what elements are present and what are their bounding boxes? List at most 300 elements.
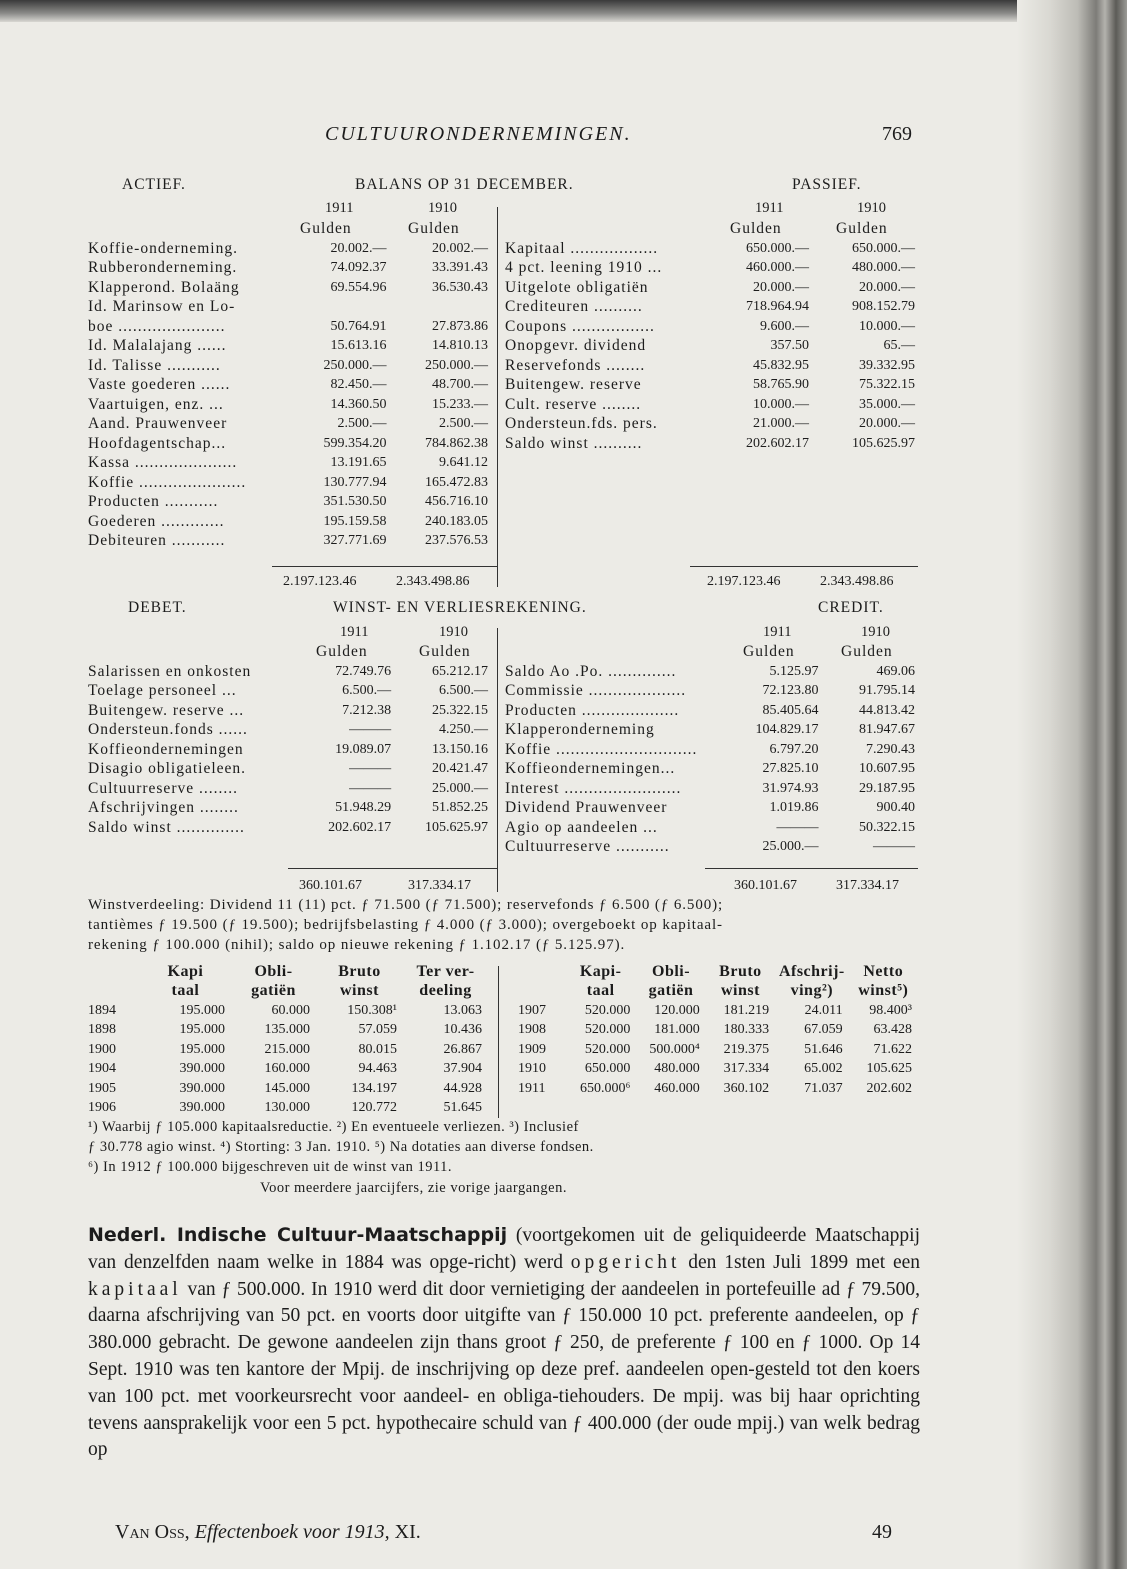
wv-year1-right: 1911 [763,624,792,640]
actief-value-1911: 599.354.20 [323,435,387,451]
passief-value-1910: 10.000.— [859,318,915,334]
debet-value-1910: 20.421.47 [432,761,488,777]
actief-row [88,259,488,279]
debet-label: Salarissen en onkosten [88,662,252,680]
years-right-cell: 181.000 [654,1022,700,1038]
credit-row [505,838,915,858]
wv-unit-r2: Gulden [841,643,893,660]
credit-value-1911: 104.829.17 [755,722,819,738]
passief-row [505,415,915,435]
actief-value-1911: 2.500.— [337,416,387,432]
years-right-cell: 180.333 [723,1022,770,1038]
credit-value-1910: 10.607.95 [859,761,915,777]
years-left-cell: 26.867 [443,1041,482,1057]
years-left-cell: 195.000 [179,1002,225,1018]
credit-value-1910: 469.06 [876,663,915,679]
passief-value-1911: 20.000.— [753,279,809,295]
passief-label: Reservefonds ........ [505,356,646,374]
balans-year1-left: 1911 [325,200,354,216]
passief-value-1910: 20.000.— [859,416,915,432]
years-right-cell: 219.375 [723,1041,770,1057]
years-left-cell: 195.000 [179,1041,225,1057]
years-left-cell: 1906 [88,1100,116,1116]
years-right-cell: 98.400³ [869,1002,912,1018]
passief-row [505,376,915,396]
passief-value-1910: 480.000.— [852,260,915,276]
passief-value-1911: 45.832.95 [753,357,809,373]
actief-value-1911: 20.002.— [330,240,387,256]
debet-value-1911: 72.749.76 [335,663,392,679]
years-left-cell: 37.904 [443,1061,482,1077]
actief-label: Id. Malalajang ...... [88,337,227,355]
balans-unit-r1: Gulden [730,220,782,237]
wv-unit-r1: Gulden [743,643,795,660]
years-left-header: deeling [419,982,472,1000]
prose-part-3: van ƒ 500.000. In 1910 werd dit door vernietiging der aandeelen in portefeuille ad ƒ 79.500, daarna afschrijving van 50 pct. en voorts door uitgifte van ƒ 150.000 10 pct. preferente aandeelen, op ƒ 380.000 gebracht. De gewone aandeelen zijn thans groot ƒ 250, de preferente ƒ 100 en ƒ 1000. Op 14 Sept. 1910 was ten kantore der Mpij. de inschrijving op deze pref. aandeelen open-gesteld tot den koers van 100 pct. met voorkeursrecht voor aandeel- en obliga-tiehouders. De mpij. was bij haar oprichting tevens aansprakelijk voor een 5 pct. hypothecaire schuld van ƒ 400.000 (der oude mpij.) van welk bedrag op [88,1278,920,1461]
years-left-cell: 134.197 [351,1080,397,1096]
wv-total-l1: 360.101.67 [299,878,362,893]
years-left-cell: 160.000 [264,1061,310,1077]
years-right-header: Afschrij- [778,962,845,980]
winstverdeeling-line-1: Winstverdeeling: Dividend 11 (11) pct. ƒ 71.500 (ƒ 71.500); reservefonds ƒ 6.500 (ƒ 6.500); [88,897,724,913]
debet-table [88,662,488,838]
debet-row [88,779,488,799]
actief-value-1910: 33.391.43 [432,260,488,276]
years-left-header: Kapi [167,962,204,980]
prose-opgericht: opgericht [570,1251,681,1273]
passief-label: Onopgevr. dividend [505,337,647,355]
years-right-row [518,1079,918,1099]
passief-value-1911: 9.600.— [760,318,809,334]
years-left-header: winst [340,982,379,1000]
debet-value-1910: 51.852.25 [432,800,488,816]
credit-value-1911: 25.000.— [762,839,819,855]
winstverdeeling-line-2: tantièmes ƒ 19.500 (ƒ 19.500); bedrijfsbelasting ƒ 4.000 (ƒ 3.000); overgeboekt op kapitaal- [88,917,723,933]
years-right-header: Bruto [719,962,762,980]
credit-table [505,662,915,857]
credit-value-1911: 6.797.20 [769,741,819,757]
credit-value-1911: 5.125.97 [769,663,819,679]
years-left-cell: 150.308¹ [347,1002,397,1018]
balans-center-head: BALANS OP 31 DECEMBER. [355,176,574,193]
credit-row [505,799,915,819]
years-right-row [518,1001,918,1021]
passief-label: Kapitaal .................. [505,239,659,257]
passief-label: 4 pct. leening 1910 ... [505,259,663,277]
debet-row [88,701,488,721]
company-description [88,1222,920,1464]
years-right-header: winst⁵) [858,982,909,1000]
passief-value-1910: 650.000.— [852,240,915,256]
debet-value-1910: 105.625.97 [425,819,488,835]
years-right-cell: 317.334 [723,1061,770,1077]
debet-row [88,818,488,838]
years-left-cell: 195.000 [179,1022,225,1038]
passief-row [505,434,915,454]
debet-value-1911: ——— [349,761,392,777]
credit-value-1911: 27.825.10 [762,761,819,777]
years-right-header: Obli- [652,962,691,980]
credit-label: Klapperonderneming [505,721,655,739]
balans-unit-l1: Gulden [300,220,352,237]
wv-year2-left: 1910 [439,624,468,640]
actief-row [88,317,488,337]
passief-label: Saldo winst .......... [505,434,643,452]
years-left-table [88,962,488,1118]
credit-label: Interest ........................ [505,779,682,797]
years-left-cell: 1900 [88,1041,116,1057]
debet-value-1911: ——— [349,722,392,738]
actief-value-1910: 20.002.— [432,240,488,256]
passief-row [505,356,915,376]
debet-value-1911: 202.602.17 [328,819,392,835]
passief-table [505,239,915,454]
debet-label: Toelage personeel ... [88,682,237,700]
years-right-table [518,962,918,1099]
debet-row [88,682,488,702]
debet-value-1911: 19.089.07 [335,741,392,757]
years-right-cell: 181.219 [723,1002,770,1018]
actief-value-1910: 48.700.— [432,377,488,393]
wv-unit-l2: Gulden [419,643,471,660]
years-left-cell: 13.063 [443,1002,482,1018]
debet-label: Saldo winst .............. [88,818,245,836]
balans-right-head: PASSIEF. [792,176,862,193]
actief-value-1910: 165.472.83 [425,474,488,490]
passief-value-1910: 35.000.— [859,396,915,412]
years-right-cell: 1911 [518,1080,546,1096]
actief-row [88,395,488,415]
years-right-cell: 67.059 [804,1022,843,1038]
actief-label: Vaartuigen, enz. ... [88,395,224,413]
debet-value-1911: 7.212.38 [342,702,392,718]
imprint-author: Van Oss, [115,1521,190,1543]
credit-value-1910: 50.322.15 [859,819,915,835]
balans-divider [497,207,498,587]
years-right-cell: 460.000 [654,1080,700,1096]
years-left-cell: 120.772 [351,1100,397,1116]
years-right-cell: 71.037 [804,1080,843,1096]
actief-row [88,493,488,513]
passief-value-1911: 10.000.— [753,396,809,412]
actief-label: Debiteuren ........... [88,532,226,550]
credit-label: Saldo Ao .Po. .............. [505,662,677,680]
years-right-header: taal [586,982,615,1000]
actief-value-1911: 250.000.— [323,357,387,373]
credit-label: Dividend Prauwenveer [505,799,668,817]
years-right-cell: 650.000⁶ [579,1080,631,1096]
actief-row [88,298,488,318]
debet-value-1911: ——— [349,780,392,796]
years-left-header-row [88,982,488,1002]
years-left-header: gatiën [251,982,296,1000]
balans-year2-left: 1910 [428,200,457,216]
actief-value-1911: 15.613.16 [330,338,387,354]
actief-value-1911: 50.764.91 [330,318,387,334]
actief-label: Id. Marinsow en Lo- [88,298,236,316]
years-right-header: winst [720,982,760,1000]
credit-row [505,721,915,741]
debet-row [88,760,488,780]
wv-left-head: DEBET. [128,599,187,616]
footnote-3: ⁶) In 1912 ƒ 100.000 bijgeschreven uit de winst van 1911. [88,1159,453,1175]
years-left-cell: 145.000 [264,1080,310,1096]
credit-label: Koffieondernemingen... [505,760,676,778]
actief-value-1911: 69.554.96 [330,279,387,295]
passief-value-1911: 718.964.94 [746,299,809,315]
page-number: 769 [882,123,912,145]
years-left-cell: 135.000 [264,1022,310,1038]
passief-row [505,317,915,337]
credit-label: Commissie .................... [505,682,687,700]
years-left-header: Bruto [338,962,381,980]
years-left-cell: 10.436 [443,1022,482,1038]
passief-row [505,259,915,279]
actief-label: Koffie-onderneming. [88,239,238,257]
passief-label: Cult. reserve ........ [505,395,642,413]
actief-value-1911: 14.360.50 [330,396,387,412]
years-right-row [518,1040,918,1060]
actief-label: Vaste goederen ...... [88,376,231,394]
years-left-cell: 390.000 [179,1100,225,1116]
actief-label: Rubberonderneming. [88,259,238,277]
balans-unit-r2: Gulden [836,220,888,237]
actief-value-1911 [291,298,393,318]
years-right-header: Netto [863,962,904,980]
years-right-cell: 520.000 [584,1002,631,1018]
passief-value-1911: 460.000.— [746,260,809,276]
debet-value-1910: 4.250.— [439,722,488,738]
debet-label: Buitengew. reserve ... [88,701,245,719]
years-right-row [518,1060,918,1080]
actief-label: Producten ........... [88,493,219,511]
actief-label: Aand. Prauwenveer [88,415,228,433]
years-right-header-row [518,962,918,982]
credit-value-1910: 81.947.67 [859,722,915,738]
years-left-cell: 390.000 [179,1061,225,1077]
credit-value-1910: 91.795.14 [859,683,915,699]
debet-value-1910: 65.212.17 [432,663,488,679]
actief-value-1910: 36.530.43 [432,279,488,295]
passief-row [505,395,915,415]
actief-table [88,239,488,551]
passief-row [505,239,915,259]
years-left-cell: 80.015 [358,1041,397,1057]
debet-label: Koffieondernemingen [88,740,244,758]
years-right-cell: 1908 [518,1022,546,1038]
years-right-cell: 24.011 [804,1002,843,1018]
years-left-cell: 390.000 [179,1080,225,1096]
years-left-cell: 1905 [88,1080,116,1096]
actief-value-1910: 27.873.86 [432,318,488,334]
actief-value-1910: 15.233.— [432,396,488,412]
debet-value-1911: 6.500.— [342,683,392,699]
actief-value-1910: 2.500.— [439,416,488,432]
imprint-volume: XI. [394,1521,421,1543]
debet-value-1910: 6.500.— [439,683,488,699]
credit-value-1910: 7.290.43 [866,741,915,757]
actief-row [88,454,488,474]
years-left-header-row [88,962,488,982]
credit-row [505,662,915,682]
years-left-header: taal [171,982,200,1000]
balans-total-l1: 2.197.123.46 [283,574,357,589]
years-right-cell: 520.000 [584,1022,631,1038]
wv-total-rule-left [288,868,498,869]
years-right-cell: 1910 [518,1061,546,1077]
actief-value-1911: 195.159.58 [323,513,387,529]
credit-row [505,760,915,780]
debet-value-1910: 25.000.— [432,780,488,796]
company-name: Nederl. Indische Cultuur-Maatschappij [88,1224,508,1246]
actief-value-1911: 351.530.50 [323,494,387,510]
passief-value-1910: 65.— [883,338,915,354]
years-right-row [518,1021,918,1041]
credit-value-1911: ——— [776,819,819,835]
years-left-row [88,1079,488,1099]
wv-total-rule-right [705,868,918,869]
balans-total-rule-left [272,566,498,567]
years-left-cell: 57.059 [358,1022,397,1038]
balans-total-rule-right [690,566,918,567]
running-head: CULTUURONDERNEMINGEN. [325,123,632,145]
credit-row [505,682,915,702]
years-right-cell: 480.000 [654,1061,700,1077]
winstverdeeling-line-3: rekening ƒ 100.000 (nihil); saldo op nieuwe rekening ƒ 1.102.17 (ƒ 5.125.97). [88,937,626,953]
debet-value-1910: 13.150.16 [432,741,488,757]
passief-label: Crediteuren .......... [505,298,643,316]
actief-row [88,356,488,376]
debet-row [88,799,488,819]
actief-value-1911: 74.092.37 [330,260,387,276]
credit-row [505,701,915,721]
wv-total-r2: 317.334.17 [836,878,899,893]
debet-value-1911: 51.948.29 [335,800,392,816]
debet-label: Disagio obligatieleen. [88,760,247,778]
credit-label: Cultuurreserve ........... [505,838,670,856]
years-right-header: Kapi- [579,962,622,980]
passief-value-1911: 21.000.— [753,416,809,432]
years-right-cell: 360.102 [723,1080,770,1096]
years-left-cell: 60.000 [271,1002,310,1018]
debet-row [88,740,488,760]
years-right-header: ving²) [790,982,834,1000]
passief-label: Coupons ................. [505,317,655,335]
years-left-cell: 1894 [88,1002,116,1018]
years-left-row [88,1060,488,1080]
years-right-cell: 650.000 [584,1061,631,1077]
actief-value-1910: 784.862.38 [425,435,488,451]
years-left-cell: 1898 [88,1022,116,1038]
imprint-book: Effectenboek voor 1913, [194,1521,390,1543]
actief-row [88,532,488,552]
prose-part-1: (voortgekomen uit de geliquideerde Maatschappij van denzelfden naam welke in 1884 was opge-richt) werd [88,1225,921,1273]
credit-value-1911: 1.019.86 [769,800,819,816]
credit-value-1911: 85.405.64 [762,702,819,718]
passief-value-1910: 105.625.97 [852,435,915,451]
credit-label: Koffie ............................. [505,740,698,758]
years-left-cell: 44.928 [443,1080,482,1096]
actief-label: Kassa ..................... [88,454,238,472]
actief-row [88,278,488,298]
years-left-row [88,1021,488,1041]
years-right-cell: 51.646 [804,1041,843,1057]
wv-unit-l1: Gulden [316,643,368,660]
years-right-cell: 1909 [518,1041,546,1057]
passief-label: Ondersteun.fds. pers. [505,415,658,433]
prose-kapitaal: kapitaal [88,1278,182,1300]
actief-value-1910: 240.183.05 [425,513,488,529]
credit-value-1910: 900.40 [876,800,915,816]
actief-value-1910: 9.641.12 [439,455,488,471]
passief-label: Uitgelote obligatiën [505,278,649,296]
passief-value-1911: 202.602.17 [746,435,809,451]
prose-part-2: den 1sten Juli 1899 met een [688,1251,921,1273]
years-right-cell: 120.000 [654,1002,700,1018]
credit-row [505,818,915,838]
actief-value-1910: 14.810.13 [432,338,488,354]
years-left-row [88,1099,488,1119]
actief-row [88,415,488,435]
years-right-cell: 1907 [518,1002,546,1018]
balans-year1-right: 1911 [755,200,784,216]
actief-value-1911: 327.771.69 [323,533,387,549]
footnote-4: Voor meerdere jaarcijfers, zie vorige jaargangen. [260,1180,567,1196]
passief-value-1910: 20.000.— [859,279,915,295]
passief-value-1910: 908.152.79 [852,299,915,315]
debet-label: Cultuurreserve ........ [88,779,238,797]
years-left-cell: 215.000 [264,1041,310,1057]
years-left-row [88,1040,488,1060]
years-divider [498,966,499,1118]
wv-year2-right: 1910 [861,624,890,640]
actief-row [88,473,488,493]
credit-value-1910: ——— [873,839,915,855]
passief-row [505,298,915,318]
actief-value-1911: 82.450.— [330,377,387,393]
debet-row [88,662,488,682]
balans-left-head: ACTIEF. [122,176,186,193]
wv-right-head: CREDIT. [818,599,884,616]
years-right-header-row [518,982,918,1002]
balans-total-r1: 2.197.123.46 [707,574,781,589]
wv-year1-left: 1911 [340,624,369,640]
actief-value-1910: 237.576.53 [425,533,488,549]
passief-row [505,337,915,357]
actief-value-1911: 13.191.65 [330,455,387,471]
debet-label: Afschrijvingen ........ [88,799,239,817]
years-left-cell: 94.463 [358,1061,397,1077]
passief-value-1911: 357.50 [770,338,809,354]
sheet-number: 49 [872,1521,892,1543]
years-left-cell: 1904 [88,1061,116,1077]
bottom-imprint [115,1521,421,1544]
actief-value-1910 [393,298,488,318]
years-left-cell: 130.000 [264,1100,310,1116]
actief-row [88,376,488,396]
actief-label: Hoofdagentschap... [88,434,227,452]
credit-row [505,740,915,760]
credit-value-1911: 72.123.80 [762,683,819,699]
years-right-cell: 105.625 [866,1061,912,1077]
years-right-cell: 71.622 [873,1041,912,1057]
wv-divider [497,628,498,892]
passief-value-1911: 650.000.— [746,240,809,256]
actief-row [88,337,488,357]
years-right-cell: 65.002 [804,1061,843,1077]
balans-unit-l2: Gulden [408,220,460,237]
actief-label: Koffie ...................... [88,473,247,491]
